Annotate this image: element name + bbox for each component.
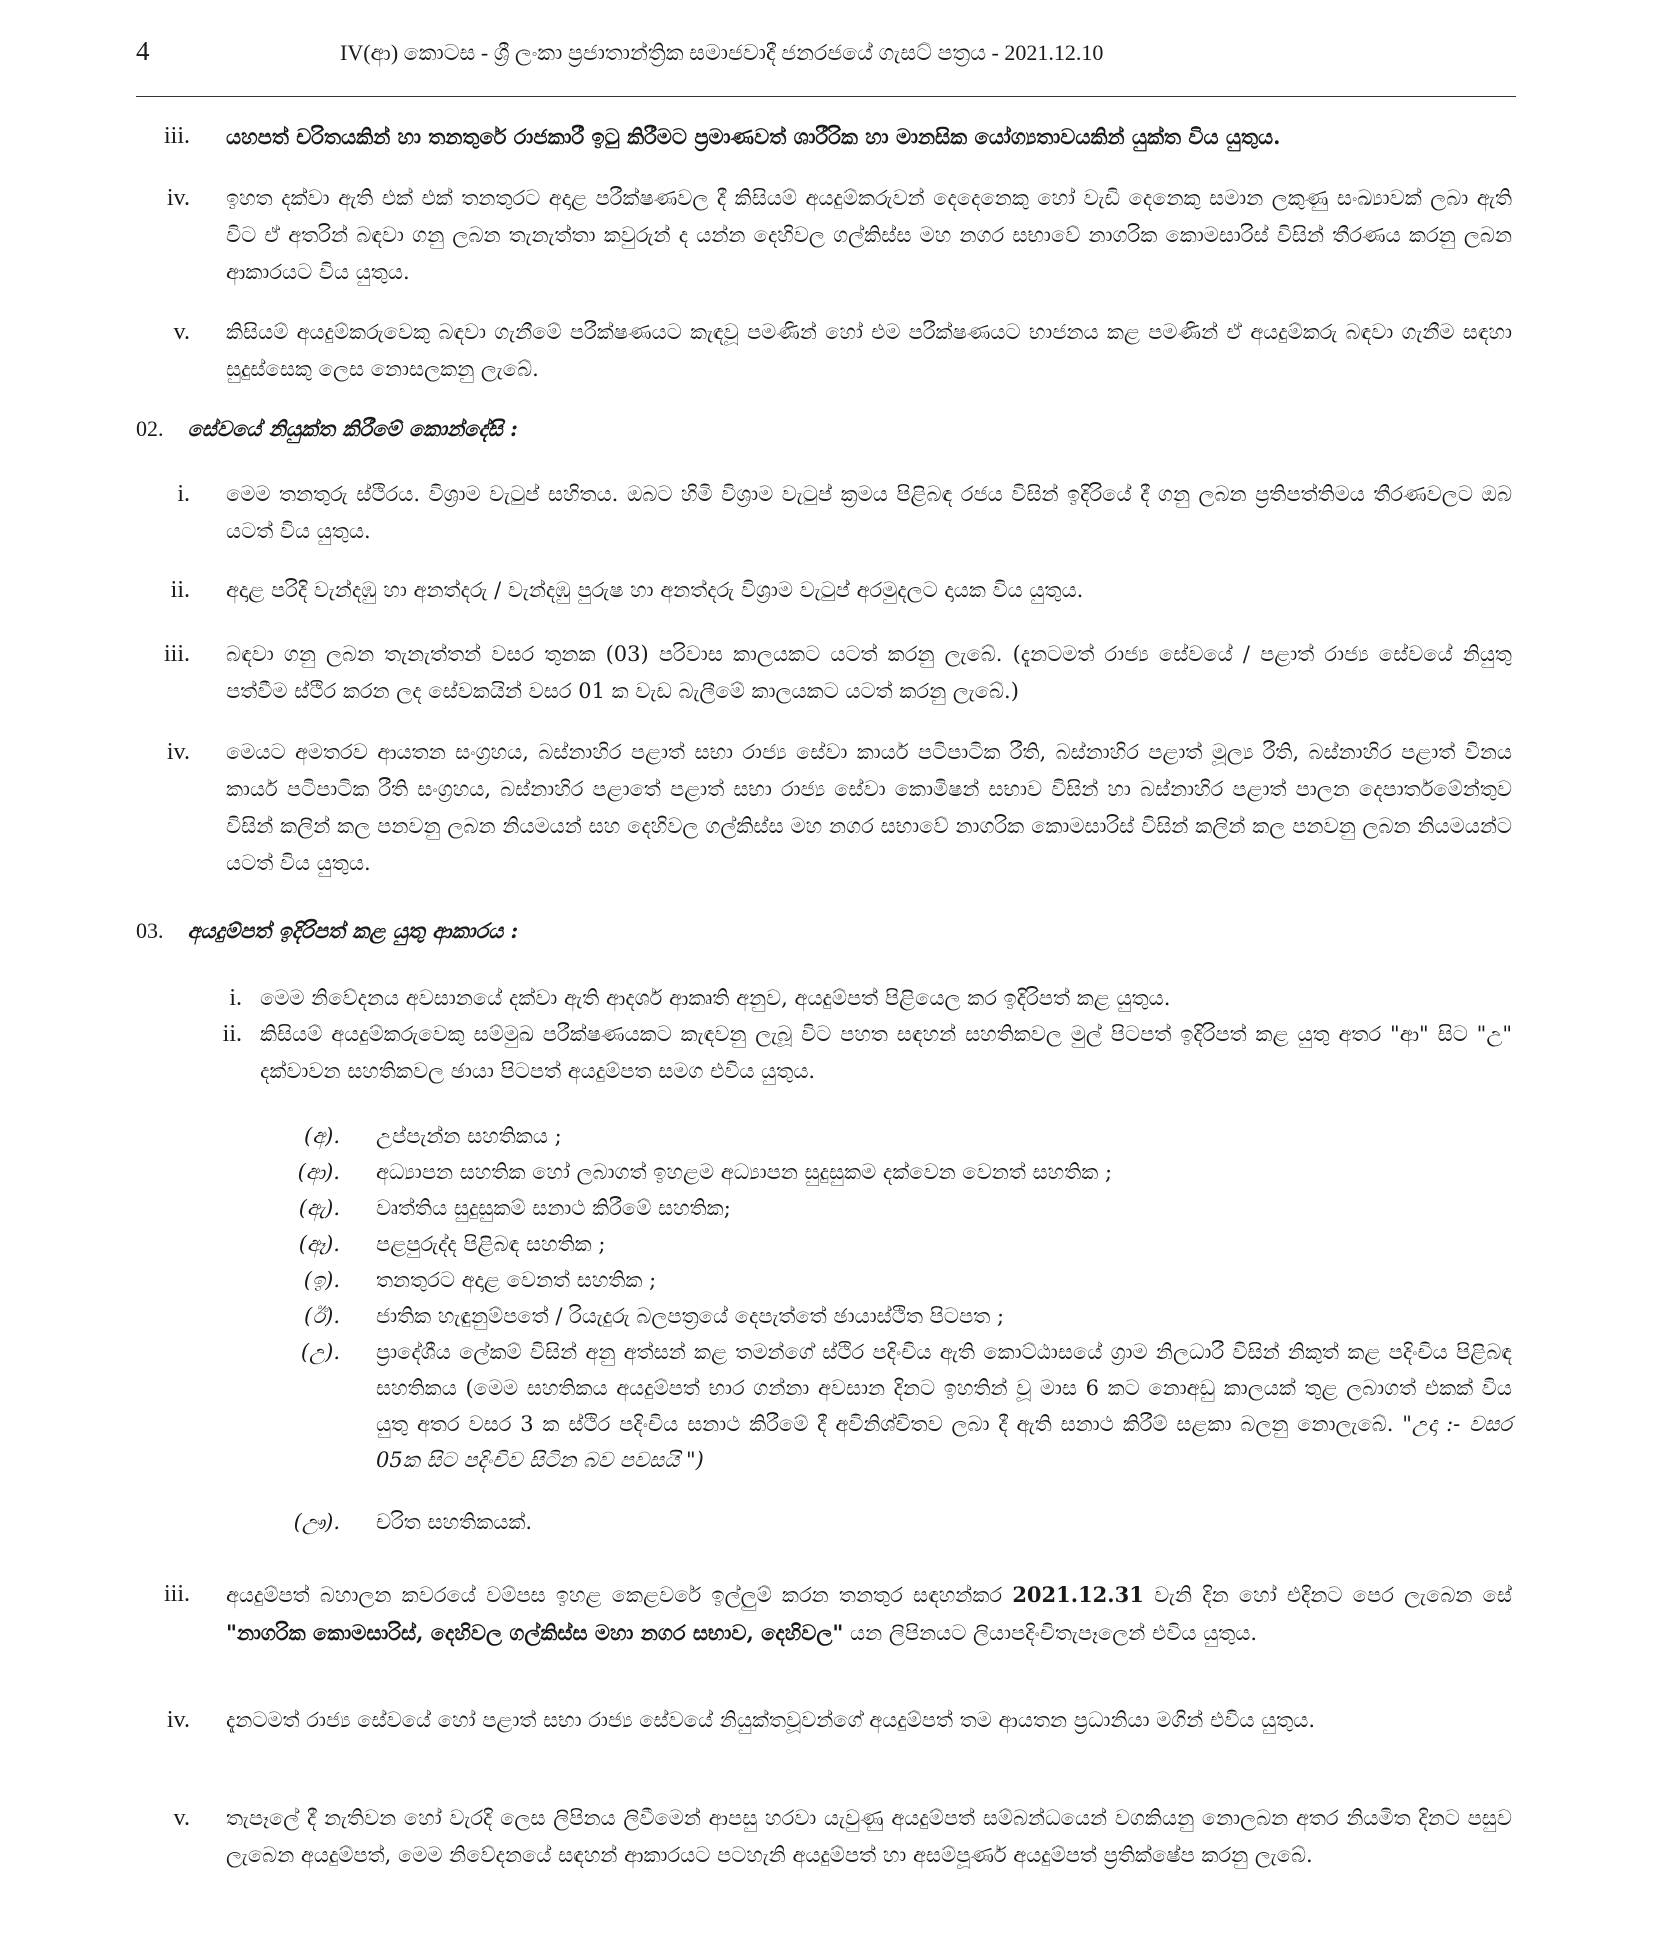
item-text: ඉහත දක්වා ඇති එක් එක් තනතුරට අදාළ පරීක්ෂණවල දී කිසියම් අයදුම්කරුවන් දෙදෙනෙකු හෝ වැඩි දෙනෙකු සමාන ලකුණු සංඛ්‍යාවක් ලබා ඇති විට ඒ අතරින් බඳවා ගනු ලබන තැනැත්තා කවුරුන් ද යන්න දෙහිවල ගල්කිස්ස මහ නගර සභාවේ නාගරික කොමසාරිස් විසින් තීරණය කරනු ලබන ආකාරයට විය යුතුය. [226,186,1512,284]
closing-date: 2021.12.31 [1012,1582,1144,1607]
certificate-text: චරිත සහතිකයක්. [376,1510,533,1534]
item-text: දැනටමත් රාජ්‍ය සේවයේ හෝ පළාත් සභා රාජ්‍ය සේවයේ නියුක්තවූවන්ගේ අයදුම්පත් තම ආයතන ප්‍රධානියා මගින් එවිය යුතුය. [226,1708,1316,1732]
certificate-text: තනතුරට අදාළ වෙනත් සහතික ; [376,1268,657,1292]
item-text: තැපෑලේ දී නැතිවන හෝ වැරදි ලෙස ලිපිනය ලිවීමෙන් ආපසු හරවා යැවුණු අයදුම්පත් සම්බන්ධයෙන් වගකියනු නොලබන අතර නියමිත දිනට පසුව ලැබෙන අයදුම්පත්, මෙම නිවේදනයේ සඳහන් ආකාරයට පටහැනි අයදුම්පත් හා අසම්පූර්ණ අයදුම්පත් ප්‍රතික්ෂේප කරනු ලැබේ. [226,1806,1512,1867]
item-text: කිසියම් අයදුම්කරුවෙකු සම්මුඛ පරීක්ෂණයකට කැඳවනු ලැබූ විට පහත සඳහන් සහතිකවල මුල් පිටපත් ඉදිරිපත් කළ යුතු අතර "ආ" සිට "උ" දක්වාවන සහතිකවල ඡායා පිටපත් අයදුම්පත සමග එවිය යුතුය. [260,1022,1512,1083]
item-text-block [226,1576,1512,1652]
section-number: 03. [136,918,164,943]
section-title: අයදුම්පත් ඉදිරිපත් කළ යුතු ආකාරය : [187,918,519,943]
certificate-text: උප්පැන්න සහතිකය ; [376,1124,562,1148]
item-number: iii. [163,1581,190,1607]
item-number: iii. [163,123,190,149]
item-number: i. [177,481,190,507]
certificate-mark: (ඇ). [298,1196,340,1220]
item-number: iii. [163,641,190,667]
page-header-title: IV(ආ) කොටස - ශ්‍රී ලංකා ප්‍රජාතාන්ත්‍රික සමාජවාදී ජනරජයේ ගැසට් පත්‍රය - 2021.12.10 [340,40,1104,65]
item-text: අදාළ පරිදි වැන්දඹු හා අනත්දරු / වැන්දඹු පුරුෂ හා අනත්දරු විශ්‍රාම වැටුප් අරමුදලට දායක විය යුතුය. [226,578,1084,602]
section-heading-03 [136,916,518,946]
certificate-text: ප්‍රාදේශීය ලේකම් විසින් අනු අත්සන් කළ තමන්ගේ ස්ථිර පදිංචිය ඇති කොට්ඨාසයේ ග්‍රාම නිලධාරී විසින් නිකුත් කළ පදිංචිය පිළිබඳ සහතිකය (මෙම සහතිකය අයදුම්පත් භාර ගන්නා අවසාන දිනට ඉහතින් වූ මාස 6 කට නොඅඩු කාලයක් තුළ ලබාගත් එකක් විය යුතු අතර වසර 3 ක ස්ථිර පදිංචිය සනාථ කිරීමේ දී අවිනිශ්චිතව ලබා දී ඇති සනාථ කිරීම් සළකා බලනු නොලැබේ. [376,1340,1512,1436]
certificate-text: අධ්‍යාපන සහතික හෝ ලබාගත් ඉහළම අධ්‍යාපන සුදුසුකම දක්වෙන වෙනත් සහතික ; [376,1160,1113,1184]
section-number: 02. [136,416,164,441]
certificate-mark: (උ). [300,1340,340,1364]
certificate-example: "උදා :- වසර 05ක සිට පදිංචිව සිටින බව පවසයි ") [376,1412,1512,1472]
certificate-text: ජාතික හැඳුනුම්පතේ / රියැදුරු බලපත්‍රයේ දෙපැත්තේ ඡායාස්ථිත පිටපත ; [376,1304,1005,1328]
item-text: අයදුම්පත් බහාලන කවරයේ වම්පස ඉහළ කෙළවරේ ඉල්ලුම් කරන තනතුර සඳහන්කර [226,1583,1003,1607]
certificate-text: පළපුරුද්ද පිළිබඳ සහතික ; [376,1232,606,1256]
certificate-mark: (ඌ). [293,1510,340,1534]
item-number: iv. [166,185,190,211]
certificate-mark: (අ). [304,1124,340,1148]
item-text: යන ලිපිනයට ලියාපදිංචිතැපෑලෙන් එවිය යුතුය. [850,1621,1258,1645]
item-number: ii. [170,577,190,603]
certificate-mark: (ආ). [297,1160,340,1184]
certificate-mark: (ඊ). [304,1304,340,1328]
postal-address: "නාගරික කොමසාරිස්, දෙහිවල ගල්කිස්ස මහා නගර සභාව, දෙහිවල" [226,1620,844,1645]
page-number: 4 [136,36,150,66]
item-number: iv. [166,1707,190,1733]
item-text: වැනි දින හෝ එදිනට පෙර ලැබෙන සේ [1154,1583,1512,1607]
item-number: v. [173,1805,190,1831]
item-text: කිසියම් අයදුම්කරුවෙකු බඳවා ගැනීමේ පරීක්ෂණයට කැඳවූ පමණින් හෝ එම පරීක්ෂණයට භාජනය කළ පමණින් ඒ අයදුම්කරු බඳවා ගැනීම සඳහා සුදුස්සෙකු ලෙස නොසලකනු ලැබේ. [226,320,1512,381]
certificate-mark: (ඈ). [298,1232,340,1256]
item-number: i. [229,985,242,1011]
header-divider [136,96,1516,97]
item-text: මෙයට අමතරව ආයතන සංග්‍රහය, බස්නාහිර පළාත් සභා රාජ්‍ය සේවා කාර්ය පටිපාටික රීති, බස්නාහිර පළාත් මූල්‍ය රීති, බස්නාහිර පළාත් විනය කාර්ය පටිපාටික රීති සංග්‍රහය, බස්නාහිර පළාතේ පළාත් සභා රාජ්‍ය සේවා කොමිෂන් සභාව විසින් හා බස්නාහිර පළාත් පාලන දෙපාර්තමේන්තුව විසින් කලින් කල පනවනු ලබන නියමයන් සහ දෙහිවල ගල්කිස්ස මහ නගර සභාවේ නාගරික කොමසාරිස් විසින් කලින් කල පනවනු ලබන නියමයන්ට යටත් විය යුතුය. [226,740,1512,875]
item-number: ii. [222,1021,242,1047]
certificate-text-block [376,1334,1512,1478]
certificate-text: වෘත්තිය සුදුසුකම් සනාථ කිරීමේ සහතික; [376,1196,731,1220]
item-text: යහපත් චරිතයකින් හා තනතුරේ රාජකාරී ඉටු කිරීමට ප්‍රමාණවත් ශාරීරික හා මානසික යෝග්‍යතාවයකින් යුක්ත විය යුතුය. [226,124,1281,149]
item-number: iv. [166,739,190,765]
section-heading-02 [136,414,518,444]
item-number: v. [173,319,190,345]
certificate-mark: (ඉ). [303,1268,340,1292]
item-text: බඳවා ගනු ලබන තැනැත්තන් වසර තුනක (03) පරිවාස කාලයකට යටත් කරනු ලැබේ. (දැනටමත් රාජ්‍ය සේවයේ / පළාත් රාජ්‍ය සේවයේ නියුතු පත්වීම ස්ථිර කරන ලද සේවකයින් වසර 01 ක වැඩ බැලීමේ කාලයකට යටත් කරනු ලැබේ.) [226,642,1512,703]
section-title: සේවයේ නියුක්ත කිරීමේ කොන්දේසි : [187,416,518,441]
item-text: මෙම නිවේදනය අවසානයේ දක්වා ඇති ආදර්ශ ආකෘති අනුව, අයදුම්පත් පිළියෙල කර ඉදිරිපත් කළ යුතුය. [260,986,1171,1010]
item-text: මෙම තනතුරු ස්ථිරය. විශ්‍රාම වැටුප් සහිතය. ඔබට හිමි විශ්‍රාම වැටුප් ක්‍රමය පිළිබඳ රජය විසින් ඉදිරියේ දී ගනු ලබන ප්‍රතිපත්තිමය තීරණවලට ඔබ යටත් විය යුතුය. [226,482,1512,543]
